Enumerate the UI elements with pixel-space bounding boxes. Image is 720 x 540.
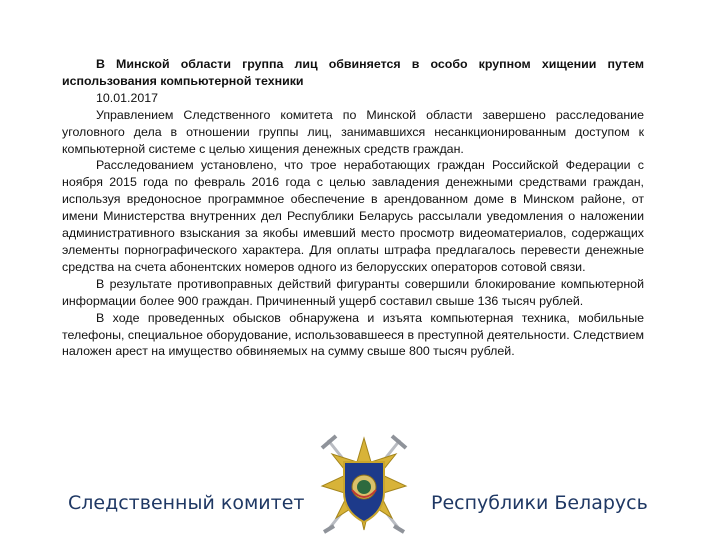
state-emblem-icon bbox=[352, 475, 376, 499]
news-article bbox=[62, 56, 644, 360]
article-date: 10.01.2017 bbox=[96, 90, 159, 105]
footer-committee-label: Следственный комитет bbox=[68, 492, 305, 514]
article-paragraph: Расследованием установлено, что трое неработающих граждан Российской Федерации с ноября 2015 года по февраль 2016 года с целью завладения денежными средствами граждан, используя вредоносное программное обеспечение в арендованном доме в Минском районе, от имени Министерства внутренних дел Республики Беларусь рассылали уведомления о наложении административного взыскания за якобы имевший место просмотр видеоматериалов, содержащих элементы порнографического характера. Для оплаты штрафа предлагалось перевести денежные средства на счета абонентских номеров одного из белорусских операторов сотовой связи. bbox=[62, 158, 644, 274]
article-paragraph: В результате противоправных действий фигуранты совершили блокирование компьютерной информации более 900 граждан. Причиненный ущерб составил свыше 136 тысяч рублей. bbox=[62, 276, 644, 308]
article-headline: В Минской области группа лиц обвиняется в особо крупном хищении путем использования компьютерной техники bbox=[62, 57, 644, 88]
article-paragraph: В ходе проведенных обысков обнаружена и изъята компьютерная техника, мобильные телефоны, специальное оборудование, использовавшееся в преступной деятельности. Следствием наложен арест на имущество обвиняемых на сумму свыше 800 тысяч рублей. bbox=[62, 310, 644, 359]
article-paragraph: Управлением Следственного комитета по Минской области завершено расследование уголовного дела в отношении группы лиц, занимавшихся несанкционированным доступом к компьютерной системе с целью хищения денежных средств граждан. bbox=[62, 107, 644, 156]
footer-country-label: Республики Беларусь bbox=[431, 492, 648, 514]
investigative-committee-emblem-icon bbox=[314, 432, 414, 540]
